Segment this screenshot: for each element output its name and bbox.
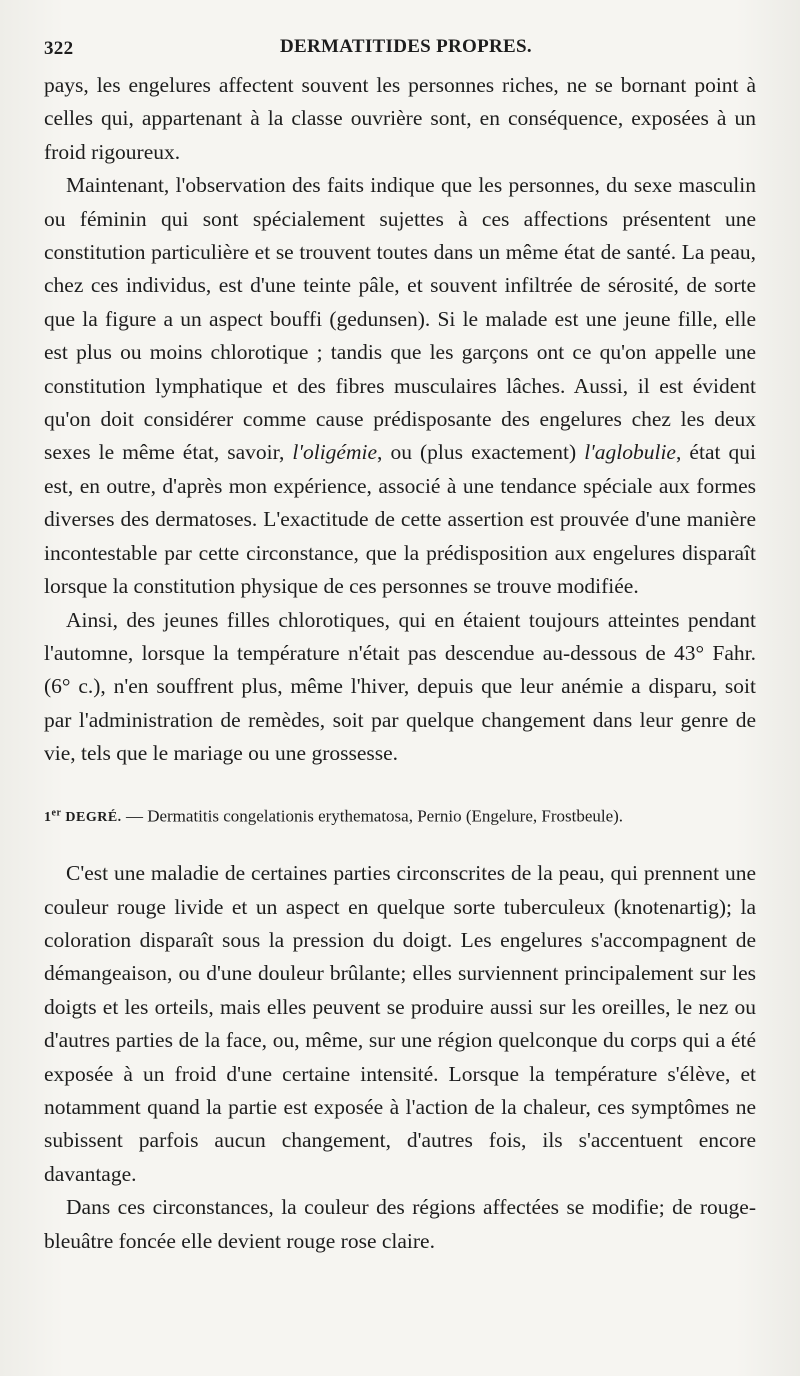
running-title: DERMATITIDES PROPRES. bbox=[280, 36, 532, 57]
degree-number: 1 bbox=[44, 810, 52, 826]
paragraph-color-change: Dans ces circonstances, la couleur des régions affectées se modifie; de rouge-bleuâtre foncée elle devient rouge rose claire. bbox=[44, 1195, 756, 1253]
page-number: 322 bbox=[44, 38, 74, 59]
paragraph-constitution bbox=[44, 169, 756, 603]
italic-term-oligemie: l'oligémie bbox=[292, 440, 378, 465]
degree-word: DEGRÉ. bbox=[65, 810, 122, 826]
paragraph-chlorotic-girls: Ainsi, des jeunes filles chlorotiques, qui en étaient toujours atteintes pendant l'automne, lorsque la température n'était pas descendue au-dessous de 43° Fahr. (6° c.), n'en souffrent plus, même l'hiver, depuis que leur anémie a disparu, soit par l'administration de remèdes, soit par quelque changement dans leur genre de vie, tels que le mariage ou une grossesse. bbox=[44, 607, 756, 766]
paragraph-continued: pays, les engelures affectent souvent les personnes riches, ne se bornant point à celles qui, appartenant à la classe ouvrière sont, en conséquence, exposées à un froid rigoureux. bbox=[44, 73, 756, 164]
paragraph-text: Maintenant, l'observation des faits indique que les personnes, du sexe masculin ou féminin qui sont spécialement sujettes à ces affections présentent une constitution particulière et se trouvent toutes dans un même état de santé. La peau, chez ces individus, est d'une teinte pâle, et souvent infiltrée de sérosité, de sorte que la figure a un aspect bouffi (gedunsen). Si le malade est une jeune fille, elle est plus ou moins chlorotique ; tandis que les garçons ont ce qu'on appelle une constitution lymphatique et des fibres musculaires lâches. Aussi, il est évident qu'on doit considérer comme cause prédisposante des engelures chez les deux sexes le même état, savoir, bbox=[44, 173, 756, 465]
section-heading bbox=[44, 803, 756, 830]
section-title: — Dermatitis congelationis erythematosa, Pernio (Engelure, Frostbeule). bbox=[121, 806, 624, 826]
degree-superscript: er bbox=[51, 807, 62, 819]
paragraph-description: C'est une maladie de certaines parties circonscrites de la peau, qui prennent une couleur rouge livide et un aspect en quelque sorte tuberculeux (knotenartig); la coloration disparaît sous la pression du doigt. Les engelures s'accompagnent de démangeaison, ou d'une douleur brûlante; elles surviennent principalement sur les doigts et les orteils, mais elles peuvent se produire aussi sur les oreilles, le nez ou d'autres parties de la face, ou, même, sur une région quelconque du corps qui a été exposée à un froid d'une certaine intensité. Lorsque la température s'élève, et notamment quand la partie est exposée à l'action de la chaleur, ces symptômes ne subissent parfois aucun changement, d'autres fois, ils s'accentuent encore davantage. bbox=[44, 861, 756, 1186]
page-body bbox=[44, 69, 756, 1258]
paragraph-text: , ou (plus exactement) bbox=[377, 440, 585, 465]
degree-label bbox=[44, 807, 122, 826]
italic-term-aglobulie: l'aglobulie bbox=[584, 440, 676, 465]
paragraph-text: , état qui est, en outre, d'après mon expérience, associé à une tendance spéciale aux formes diverses des dermatoses. L'exactitude de cette assertion est prouvée d'une manière incontestable par cette circonstance, que la prédisposition aux engelures disparaît lorsque la constitution physique de ces personnes se trouve modifiée. bbox=[44, 440, 756, 599]
page-header bbox=[44, 32, 744, 62]
